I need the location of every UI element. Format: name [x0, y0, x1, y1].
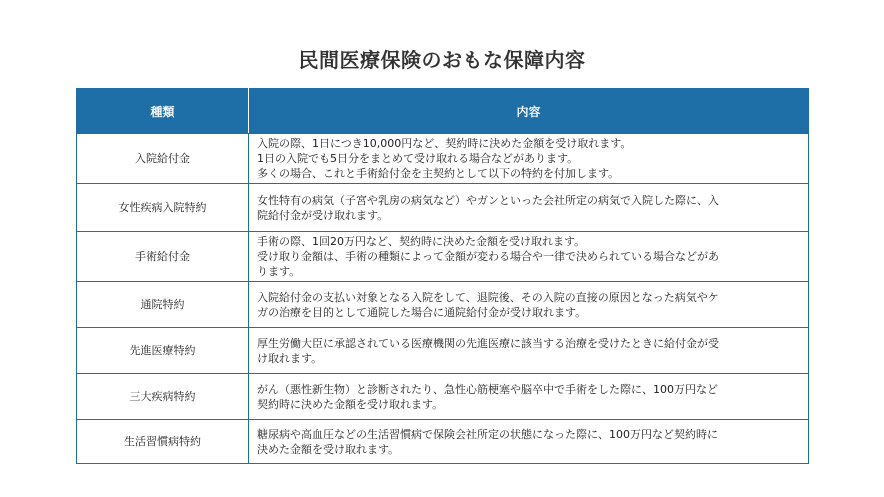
- description-line: ります。: [257, 265, 301, 278]
- description-line: 手術の際、1回20万円など、契約時に決めた金額を受け取れます。: [257, 235, 586, 248]
- description-line: 1日の入院でも5日分をまとめて受け取れる場合などがあります。: [257, 152, 579, 165]
- description-line: 多くの場合、これと手術給付金を主契約として以下の特約を付加します。: [257, 167, 620, 180]
- row-type: 入院給付金: [77, 134, 249, 184]
- header-type: 種類: [77, 89, 249, 134]
- table-header-row: [77, 89, 809, 134]
- row-description: [249, 282, 809, 328]
- description-line: がん（悪性新生物）と診断されたり、急性心筋梗塞や脳卒中で手術をした際に、100万円など: [257, 382, 718, 396]
- description-line: 決めた金額を受け取れます。: [257, 442, 400, 456]
- description-line: 契約時に決めた金額を受け取れます。: [257, 397, 444, 411]
- header-content: 内容: [249, 89, 809, 134]
- table-row: [77, 184, 809, 232]
- description-line: 糖尿病や高血圧などの生活習慣病で保険会社所定の状態になった際に、100万円など契約時に: [257, 427, 718, 441]
- row-description: [249, 134, 809, 184]
- description-line: 院給付金が受け取れます。: [257, 208, 389, 222]
- row-description: [249, 420, 809, 464]
- description-line: 入院の際、1日につき10,000円など、契約時に決めた金額を受け取れます。: [257, 137, 632, 150]
- row-type: 通院特約: [77, 282, 249, 328]
- row-description: [249, 374, 809, 420]
- row-description: [249, 328, 809, 374]
- description-line: 厚生労働大臣に承認されている医療機関の先進医療に該当する治療を受けたときに給付金が受: [257, 336, 719, 350]
- description-line: 女性特有の病気（子宮や乳房の病気など）やガンといった会社所定の病気で入院した際に、入: [257, 193, 719, 207]
- page-title: 民間医療保険のおもな保障内容: [298, 48, 586, 72]
- row-description: [249, 232, 809, 282]
- table-row: [77, 232, 809, 282]
- table-row: [77, 374, 809, 420]
- table-row: [77, 282, 809, 328]
- row-type: 手術給付金: [77, 232, 249, 282]
- row-description: [249, 184, 809, 232]
- row-type: 生活習慣病特約: [77, 420, 249, 464]
- description-line: ガの治療を目的として通院した場合に通院給付金が受け取れます。: [257, 305, 587, 319]
- row-type: 三大疾病特約: [77, 374, 249, 420]
- description-line: 受け取り金額は、手術の種類によって金額が変わる場合や一律で決められている場合などがあ: [257, 250, 719, 263]
- table-row: [77, 420, 809, 464]
- row-type: 女性疾病入院特約: [77, 184, 249, 232]
- table-row: [77, 134, 809, 184]
- description-line: 入院給付金の支払い対象となる入院をして、退院後、その入院の直接の原因となった病気やケ: [257, 290, 719, 304]
- row-type: 先進医療特約: [77, 328, 249, 374]
- table-row: [77, 328, 809, 374]
- description-line: け取れます。: [257, 351, 323, 365]
- insurance-coverage-table: [76, 88, 809, 464]
